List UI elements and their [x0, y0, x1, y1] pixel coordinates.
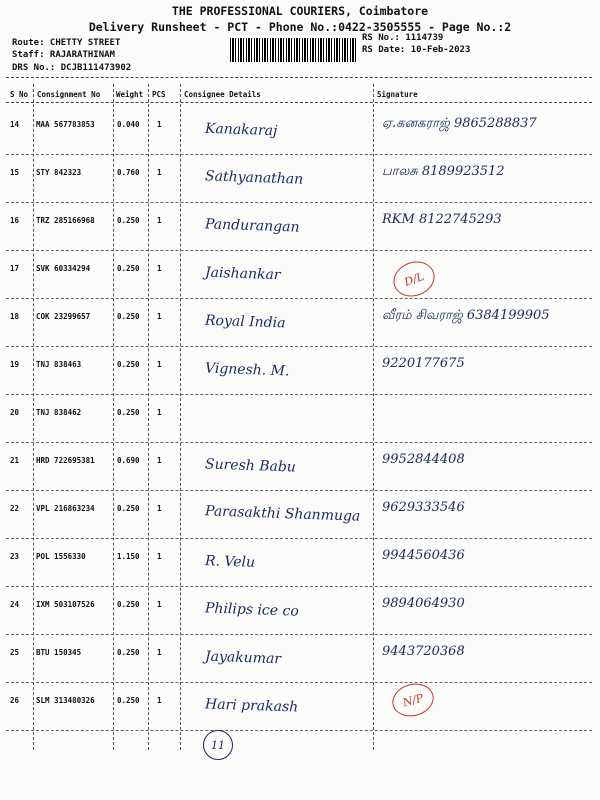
row-sno: 25 [10, 648, 20, 657]
row-divider [6, 730, 592, 731]
row-consignment-no: IXM 503107526 [36, 600, 95, 609]
row-weight: 1.150 [117, 552, 140, 561]
col-signature: Signature [377, 90, 418, 99]
row-consignment-no: MAA 567783853 [36, 120, 95, 129]
row-signature: 9220177675 [382, 356, 465, 371]
col-sno: S No [10, 90, 29, 99]
row-consignee: Pandurangan [204, 216, 300, 236]
row-pcs: 1 [157, 648, 162, 657]
row-pcs: 1 [157, 312, 162, 321]
row-consignment-no: POL 1556330 [36, 552, 86, 561]
row-weight: 0.760 [117, 168, 140, 177]
row-weight: 0.250 [117, 696, 140, 705]
row-weight: 0.250 [117, 216, 140, 225]
column-divider [33, 84, 34, 750]
row-sno: 23 [10, 552, 20, 561]
row-pcs: 1 [157, 216, 162, 225]
route-label: Route: CHETTY STREET [12, 38, 121, 48]
row-divider [6, 298, 592, 299]
row-weight: 0.250 [117, 360, 140, 369]
column-divider [148, 84, 149, 750]
staff-label: Staff: RAJARATHINAM [12, 50, 115, 60]
row-signature: வீரம் சிவராஜ் 6384199905 [382, 308, 550, 323]
column-divider [180, 84, 181, 750]
row-consignee: Royal India [204, 312, 286, 332]
row-divider [6, 634, 592, 635]
row-sno: 20 [10, 408, 20, 417]
row-pcs: 1 [157, 168, 162, 177]
row-signature: RKM 8122745293 [382, 212, 502, 227]
row-pcs: 1 [157, 600, 162, 609]
row-consignee: Jaishankar [204, 264, 281, 284]
row-signature: ஏ.கனகராஜ் 9865288837 [382, 116, 537, 131]
row-consignee: Jayakumar [204, 648, 282, 668]
row-consignment-no: SLM 313480326 [36, 696, 95, 705]
row-sno: 18 [10, 312, 20, 321]
runsheet-title: THE PROFESSIONAL COURIERS, Coimbatore [171, 4, 429, 18]
row-divider [6, 442, 592, 443]
rs-number: RS No.: 1114739 [362, 33, 444, 43]
row-pcs: 1 [157, 456, 162, 465]
row-consignment-no: STY 842323 [36, 168, 82, 177]
row-signature: 9894064930 [382, 596, 465, 611]
row-pcs: 1 [157, 264, 162, 273]
row-sno: 14 [10, 120, 20, 129]
column-header-divider [6, 102, 592, 103]
rs-date: RS Date: 10-Feb-2023 [362, 45, 471, 55]
row-sno: 17 [10, 264, 20, 273]
row-signature: 9952844408 [382, 452, 465, 467]
row-consignee: Suresh Babu [204, 456, 297, 476]
row-weight: 0.250 [117, 600, 140, 609]
row-consignment-no: BTU 150345 [36, 648, 82, 657]
row-signature: பாலசு 8189923512 [382, 164, 505, 179]
row-signature: 9629333546 [382, 500, 465, 515]
col-consignment: Consignment No [37, 90, 101, 99]
not-present-stamp: N/P [389, 679, 438, 721]
row-weight: 0.040 [117, 120, 140, 129]
row-pcs: 1 [157, 360, 162, 369]
row-consignee: Parasakthi Shanmuga [204, 503, 361, 525]
column-divider [373, 84, 374, 750]
row-consignee: Sathyanathan [204, 168, 304, 188]
row-consignment-no: TNJ 838462 [36, 408, 82, 417]
row-consignment-no: VPL 216863234 [36, 504, 95, 513]
row-consignment-no: COK 23299657 [36, 312, 91, 321]
column-divider [113, 84, 114, 750]
runsheet-subtitle: Delivery Runsheet - PCT - Phone No.:0422-3505555 - Page No.:2 [88, 20, 512, 34]
row-pcs: 1 [157, 120, 162, 129]
row-weight: 0.250 [117, 312, 140, 321]
row-divider [6, 682, 592, 683]
row-consignment-no: TNJ 838463 [36, 360, 82, 369]
row-divider [6, 586, 592, 587]
page-mark: 11 [203, 730, 233, 760]
row-divider [6, 394, 592, 395]
row-pcs: 1 [157, 696, 162, 705]
row-weight: 0.690 [117, 456, 140, 465]
drs-label: DRS No.: DCJB111473902 [12, 63, 132, 73]
row-pcs: 1 [157, 504, 162, 513]
row-weight: 0.250 [117, 504, 140, 513]
row-consignment-no: TRZ 285166968 [36, 216, 95, 225]
row-consignment-no: HRD 722695381 [36, 456, 95, 465]
row-sno: 21 [10, 456, 20, 465]
row-sno: 22 [10, 504, 20, 513]
row-divider [6, 490, 592, 491]
row-pcs: 1 [157, 552, 162, 561]
row-pcs: 1 [157, 408, 162, 417]
row-signature: 9443720368 [382, 644, 465, 659]
row-signature: 9944560436 [382, 548, 465, 563]
row-consignee: R. Velu [204, 553, 256, 571]
row-consignee: Hari prakash [204, 696, 299, 716]
row-consignment-no: SVK 60334294 [36, 264, 91, 273]
row-consignee: Kanakaraj [204, 120, 278, 140]
col-pcs: PCS [152, 90, 166, 99]
row-divider [6, 250, 592, 251]
barcode [230, 38, 358, 62]
row-consignee: Philips ice co [204, 600, 300, 620]
row-sno: 24 [10, 600, 20, 609]
row-sno: 16 [10, 216, 20, 225]
row-weight: 0.250 [117, 264, 140, 273]
row-consignee: Vignesh. M. [204, 360, 290, 380]
header-divider [6, 77, 592, 78]
row-divider [6, 154, 592, 155]
row-sno: 19 [10, 360, 20, 369]
row-divider [6, 346, 592, 347]
row-sno: 15 [10, 168, 20, 177]
col-consignee: Consignee Details [184, 90, 261, 99]
delivered-stamp: D/L [388, 256, 439, 302]
row-divider [6, 202, 592, 203]
row-divider [6, 538, 592, 539]
row-weight: 0.250 [117, 408, 140, 417]
row-sno: 26 [10, 696, 20, 705]
row-weight: 0.250 [117, 648, 140, 657]
col-weight: Weight [116, 90, 144, 99]
